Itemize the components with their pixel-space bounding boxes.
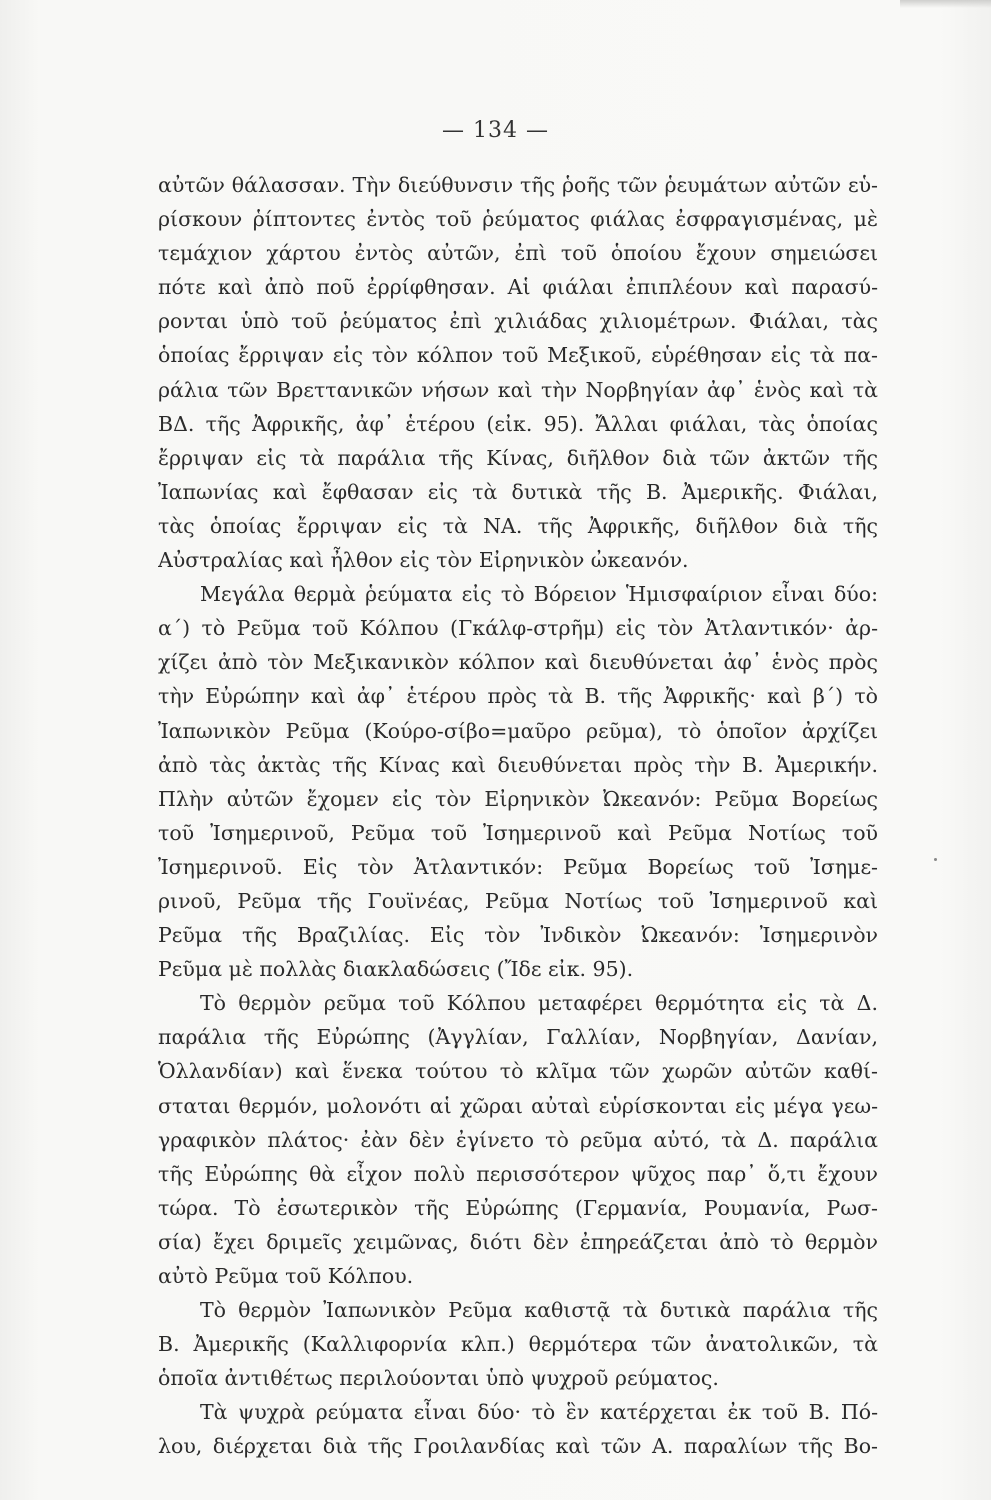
text-line: αὐτῶν θάλασσαν. Τὴν διεύθυνσιν τῆς ῥοῆς τῶν ῥευμάτων αὐτῶν εὑ-	[158, 173, 878, 197]
text-line: τῆς Εὐρώπης θὰ εἶχον πολὺ περισσότερον ψῦχος παρ᾽ ὅ,τι ἔχουν	[158, 1161, 878, 1186]
text-line: Ὁλλανδίαν) καὶ ἕνεκα τούτου τὸ κλῖμα τῶν χωρῶν αὐτῶν καθί-	[158, 1059, 878, 1084]
text-line: Ἰσημερινοῦ. Εἰς τὸν Ἀτλαντικόν: Ρεῦμα Βορείως τοῦ Ἰσημε-	[158, 854, 878, 879]
text-line: Β. Ἀμερικῆς (Καλλιφορνία κλπ.) θερμότερα τῶν ἀνατολικῶν, τὰ	[158, 1332, 878, 1357]
text-line: Μεγάλα θερμὰ ῥεύματα εἰς τὸ Βόρειον Ἡμισφαίριον εἶναι δύο:	[200, 582, 878, 607]
text-line: αὐτὸ Ρεῦμα τοῦ Κόλπου.	[158, 1264, 414, 1288]
text-line: Ρεῦμα μὲ πολλὰς διακλαδώσεις (Ἴδε εἰκ. 95).	[158, 957, 634, 982]
text-line: γραφικὸν πλάτος· ἐὰν δὲν ἐγίνετο τὸ ρεῦμα αὐτό, τὰ Δ. παράλια	[158, 1127, 878, 1152]
text-line: Ἰαπωνικὸν Ρεῦμα (Κούρο-σίβο=μαῦρο ρεῦμα), τὸ ὁποῖον ἀρχίζει	[158, 718, 878, 743]
text-line: Τὰ ψυχρὰ ρεύματα εἶναι δύο· τὸ ἓν κατέρχεται ἐκ τοῦ Β. Πό-	[200, 1400, 878, 1425]
page-number: — 134 —	[442, 118, 549, 143]
text-line: ρονται ὑπὸ τοῦ ῥεύματος ἐπὶ χιλιάδας χιλιομέτρων. Φιάλαι, τὰς	[158, 309, 878, 334]
text-line: ράλια τῶν Βρεττανικῶν νήσων καὶ τὴν Νορβηγίαν ἀφ᾽ ἑνὸς καὶ τὰ	[158, 377, 878, 402]
text-line: Αὐστραλίας καὶ ἦλθον εἰς τὸν Εἰρηνικὸν ὠκεανόν.	[158, 548, 689, 573]
text-line: τεμάχιον χάρτου ἐντὸς αὐτῶν, ἐπὶ τοῦ ὁποίου ἔχουν σημειώσει	[158, 241, 878, 266]
text-line: Πλὴν αὐτῶν ἔχομεν εἰς τὸν Εἰρηνικὸν Ὠκεανόν: Ρεῦμα Βορείως	[158, 786, 878, 811]
text-line: τὰς ὁποίας ἔρριψαν εἰς τὰ ΝΑ. τῆς Ἀφρικῆς, διῆλθον διὰ τῆς	[158, 513, 878, 538]
text-line: σταται θερμόν, μολονότι αἱ χῶραι αὐταὶ εὑρίσκονται εἰς μέγα γεω-	[158, 1093, 878, 1118]
text-line: ἔρριψαν εἰς τὰ παράλια τῆς Κίνας, διῆλθον διὰ τῶν ἀκτῶν τῆς	[158, 445, 878, 470]
text-line: ὁποίας ἔρριψαν εἰς τὸν κόλπον τοῦ Μεξικοῦ, εὑρέθησαν εἰς τὰ πα-	[158, 343, 878, 368]
text-line: Ἰαπωνίας καὶ ἔφθασαν εἰς τὰ δυτικὰ τῆς Β. Ἀμερικῆς. Φιάλαι,	[158, 479, 878, 504]
text-line: Ρεῦμα τῆς Βραζιλίας. Εἰς τὸν Ἰνδικὸν Ὠκεανόν: Ἰσημερινὸν	[158, 923, 878, 948]
text-line: λου, διέρχεται διὰ τῆς Γροιλανδίας καὶ τῶν Α. παραλίων τῆς Βο-	[158, 1434, 878, 1459]
text-line: Τὸ θερμὸν ρεῦμα τοῦ Κόλπου μεταφέρει θερμότητα εἰς τὰ Δ.	[200, 991, 878, 1016]
text-line: σία) ἔχει δριμεῖς χειμῶνας, διότι δὲν ἐπηρεάζεται ἀπὸ τὸ θερμὸν	[158, 1229, 878, 1254]
text-line: ΒΔ. τῆς Ἀφρικῆς, ἀφ᾽ ἑτέρου (εἰκ. 95). Ἄλλαι φιάλαι, τὰς ὁποίας	[158, 411, 878, 436]
text-line: Τὸ θερμὸν Ἰαπωνικὸν Ρεῦμα καθιστᾷ τὰ δυτικὰ παράλια τῆς	[200, 1298, 878, 1323]
text-line: ρίσκουν ῥίπτοντες ἐντὸς τοῦ ῥεύματος φιάλας ἐσφραγισμένας, μὲ	[158, 207, 878, 232]
body-text	[158, 168, 878, 1464]
text-line: ρινοῦ, Ρεῦμα τῆς Γουϊνέας, Ρεῦμα Νοτίως τοῦ Ἰσημερινοῦ καὶ	[158, 888, 878, 913]
text-line: τώρα. Τὸ ἐσωτερικὸν τῆς Εὐρώπης (Γερμανία, Ρουμανία, Ρωσ-	[158, 1195, 878, 1220]
text-line: ὁποῖα ἀντιθέτως περιλούονται ὑπὸ ψυχροῦ ρεύματος.	[158, 1366, 719, 1391]
text-line: τὴν Εὐρώπην καὶ ἀφ᾽ ἑτέρου πρὸς τὰ Β. τῆς Ἀφρικῆς· καὶ β΄) τὸ	[158, 684, 878, 709]
text-line: ἀπὸ τὰς ἀκτὰς τῆς Κίνας καὶ διευθύνεται πρὸς τὴν Β. Ἀμερικήν.	[158, 752, 878, 777]
text-line: α΄) τὸ Ρεῦμα τοῦ Κόλπου (Γκάλφ-στρῆμ) εἰς τὸν Ἀτλαντικόν· ἀρ-	[158, 616, 878, 641]
text-line: παράλια τῆς Εὐρώπης (Ἀγγλίαν, Γαλλίαν, Νορβηγίαν, Δανίαν,	[158, 1025, 878, 1050]
margin-speck	[934, 858, 937, 861]
page-edge-shadow	[900, 0, 991, 8]
text-line: τοῦ Ἰσημερινοῦ, Ρεῦμα τοῦ Ἰσημερινοῦ καὶ Ρεῦμα Νοτίως τοῦ	[158, 820, 878, 845]
text-line: πότε καὶ ἀπὸ ποῦ ἐρρίφθησαν. Αἱ φιάλαι ἐπιπλέουν καὶ παρασύ-	[158, 275, 878, 300]
text-line: χίζει ἀπὸ τὸν Μεξικανικὸν κόλπον καὶ διευθύνεται ἀφ᾽ ἑνὸς πρὸς	[158, 650, 878, 675]
